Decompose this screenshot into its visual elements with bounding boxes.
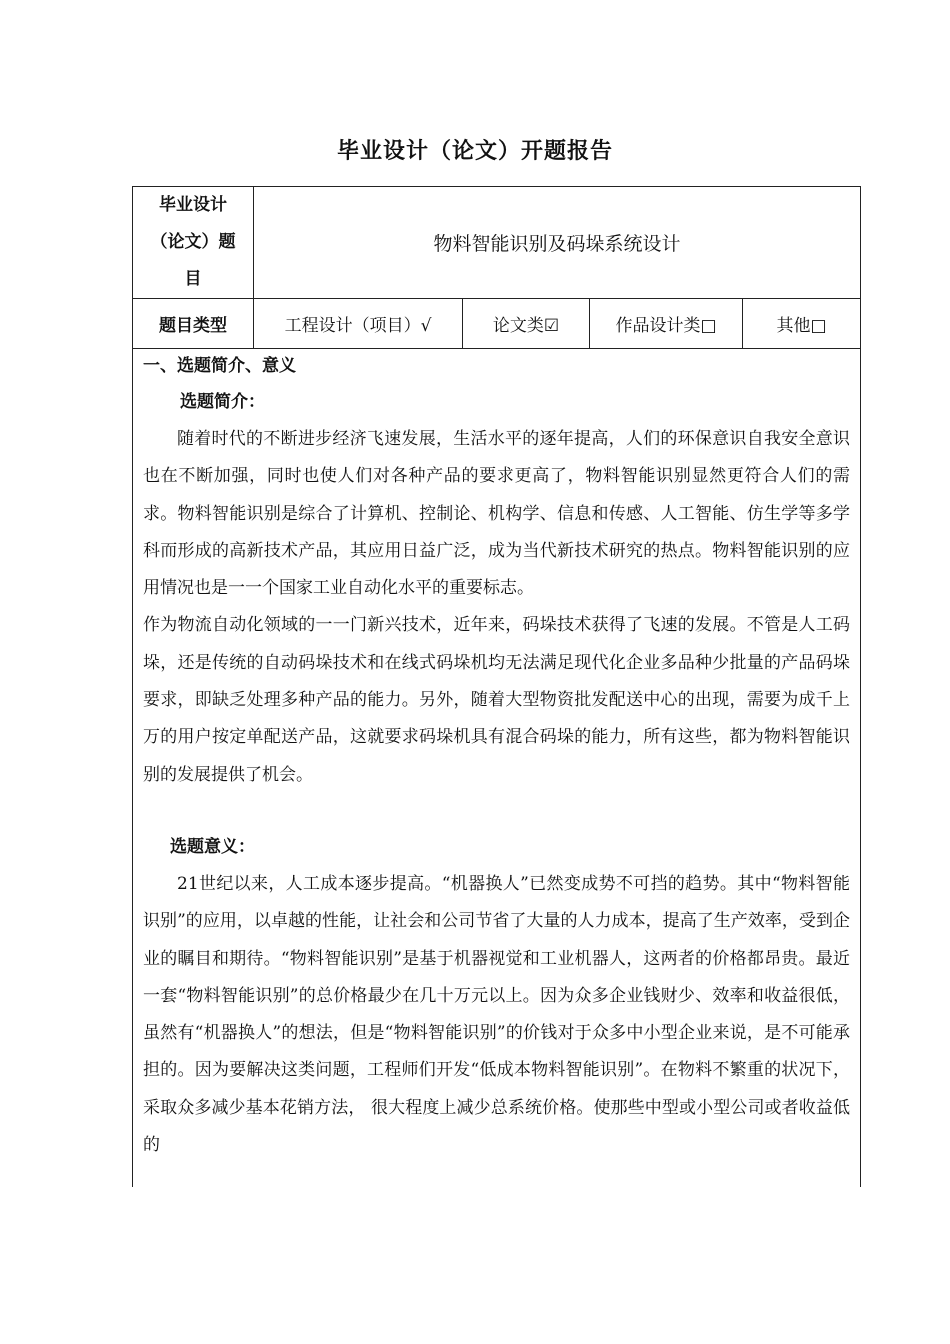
- topic-label-line: （论文）题: [150, 232, 236, 252]
- type-option-other: 其他□: [743, 299, 861, 349]
- type-option-engineering: 工程设计（项目）√: [254, 299, 463, 349]
- intro-heading: 选题简介：: [180, 392, 265, 412]
- topic-label-line: 毕业设计: [159, 195, 227, 215]
- report-table: [132, 186, 861, 1187]
- page-title: 毕业设计（论文）开题报告: [336, 138, 613, 164]
- meaning-heading: 选题意义：: [170, 836, 255, 857]
- topic-label-line: 目: [184, 269, 202, 289]
- type-option-thesis: 论文类☑: [463, 299, 590, 349]
- section-heading: 一、选题简介、意义: [143, 356, 296, 376]
- type-label: 题目类型: [133, 299, 254, 349]
- topic-label-cell: [133, 187, 254, 299]
- meaning-paragraph-1: 21世纪以来，人工成本逐步提高。“机器换人”已然变成势不可挡的趋势。其中“物料智能识别”的应用，以卓越的性能，让社会和公司节省了大量的人力成本，提高了生产效率，受到企业的瞩目和期待。“物料智能识别”是基于机器视觉和工业机器人，这两者的价格都昂贵。最近一套“物料智能识别”的总价格最少在几十万元以上。因为众多企业钱财少、效率和收益很低，虽然有“机器换人”的想法，但是“物料智能识别”的价钱对于众多中小型企业来说，是不可能承担的。因为要解决这类问题，工程师们开发“低成本物料智能识别”。在物料不繁重的状况下，采取众多减少基本花销方法， 很大程度上减少总系统价格。使那些中型或小型公司或者收益低的: [143, 873, 851, 1156]
- content-cell: [133, 349, 861, 1188]
- intro-paragraph-1: 随着时代的不断进步经济飞速发展，生活水平的逐年提高，人们的环保意识自我安全意识也在不断加强，同时也使人们对各种产品的要求更高了，物料智能识别显然更符合人们的需求。物料智能识别是综合了计算机、控制论、机构学、信息和传感、人工智能、仿生学等多学科而形成的高新技术产品，其应用日益广泛，成为当代新技术研究的热点。物料智能识别的应用情况也是一一个国家工业自动化水平的重要标志。: [143, 429, 851, 599]
- topic-value: 物料智能识别及码垛系统设计: [254, 187, 861, 299]
- type-option-work-design: 作品设计类□: [590, 299, 743, 349]
- intro-paragraph-2: 作为物流自动化领域的一一门新兴技术，近年来，码垛技术获得了飞速的发展。不管是人工码垛，还是传统的自动码垛技术和在线式码垛机均无法满足现代化企业多品种少批量的产品码垛要求，即缺乏处理多种产品的能力。另外，随着大型物资批发配送中心的出现，需要为成千上万的用户按定单配送产品，这就要求码垛机具有混合码垛的能力，所有这些，都为物料智能识别的发展提供了机会。: [143, 615, 851, 785]
